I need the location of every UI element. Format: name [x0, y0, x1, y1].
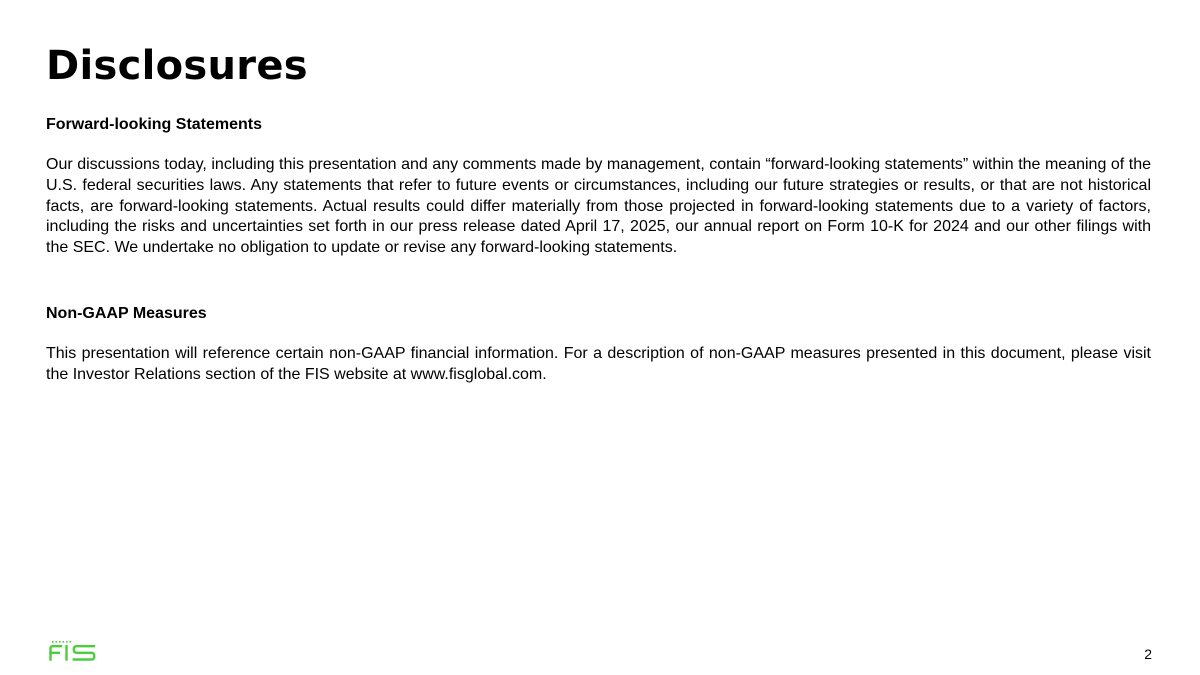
page-title: Disclosures	[46, 43, 308, 89]
section-body-forward-looking: Our discussions today, including this presentation and any comments made by management, contain “forward-looking statements” within the meaning of the U.S. federal securities laws. Any statements that refer to future events or circumstances, including our future strategies or results, or that are not historical facts, are forward-looking statements. Actual results could differ materially from those projected in forward-looking statements due to a variety of factors, including the risks and uncertainties set forth in our press release dated April 17, 2025, our annual report on Form 10-K for 2024 and our other filings with the SEC. We undertake no obligation to update or revise any forward-looking statements.	[46, 156, 1151, 257]
page-number: 2	[1144, 646, 1152, 662]
fis-logo	[48, 640, 98, 662]
section-heading-forward-looking: Forward-looking Statements	[46, 116, 263, 133]
section-body-non-gaap: This presentation will reference certain non-GAAP financial information. For a description of non-GAAP measures presented in this document, please visit the Investor Relations section of the FIS website at www.fisglobal.com.	[46, 345, 1151, 383]
forward-looking-section	[46, 115, 1151, 259]
non-gaap-section	[46, 304, 1151, 386]
section-heading-non-gaap: Non-GAAP Measures	[46, 305, 207, 322]
